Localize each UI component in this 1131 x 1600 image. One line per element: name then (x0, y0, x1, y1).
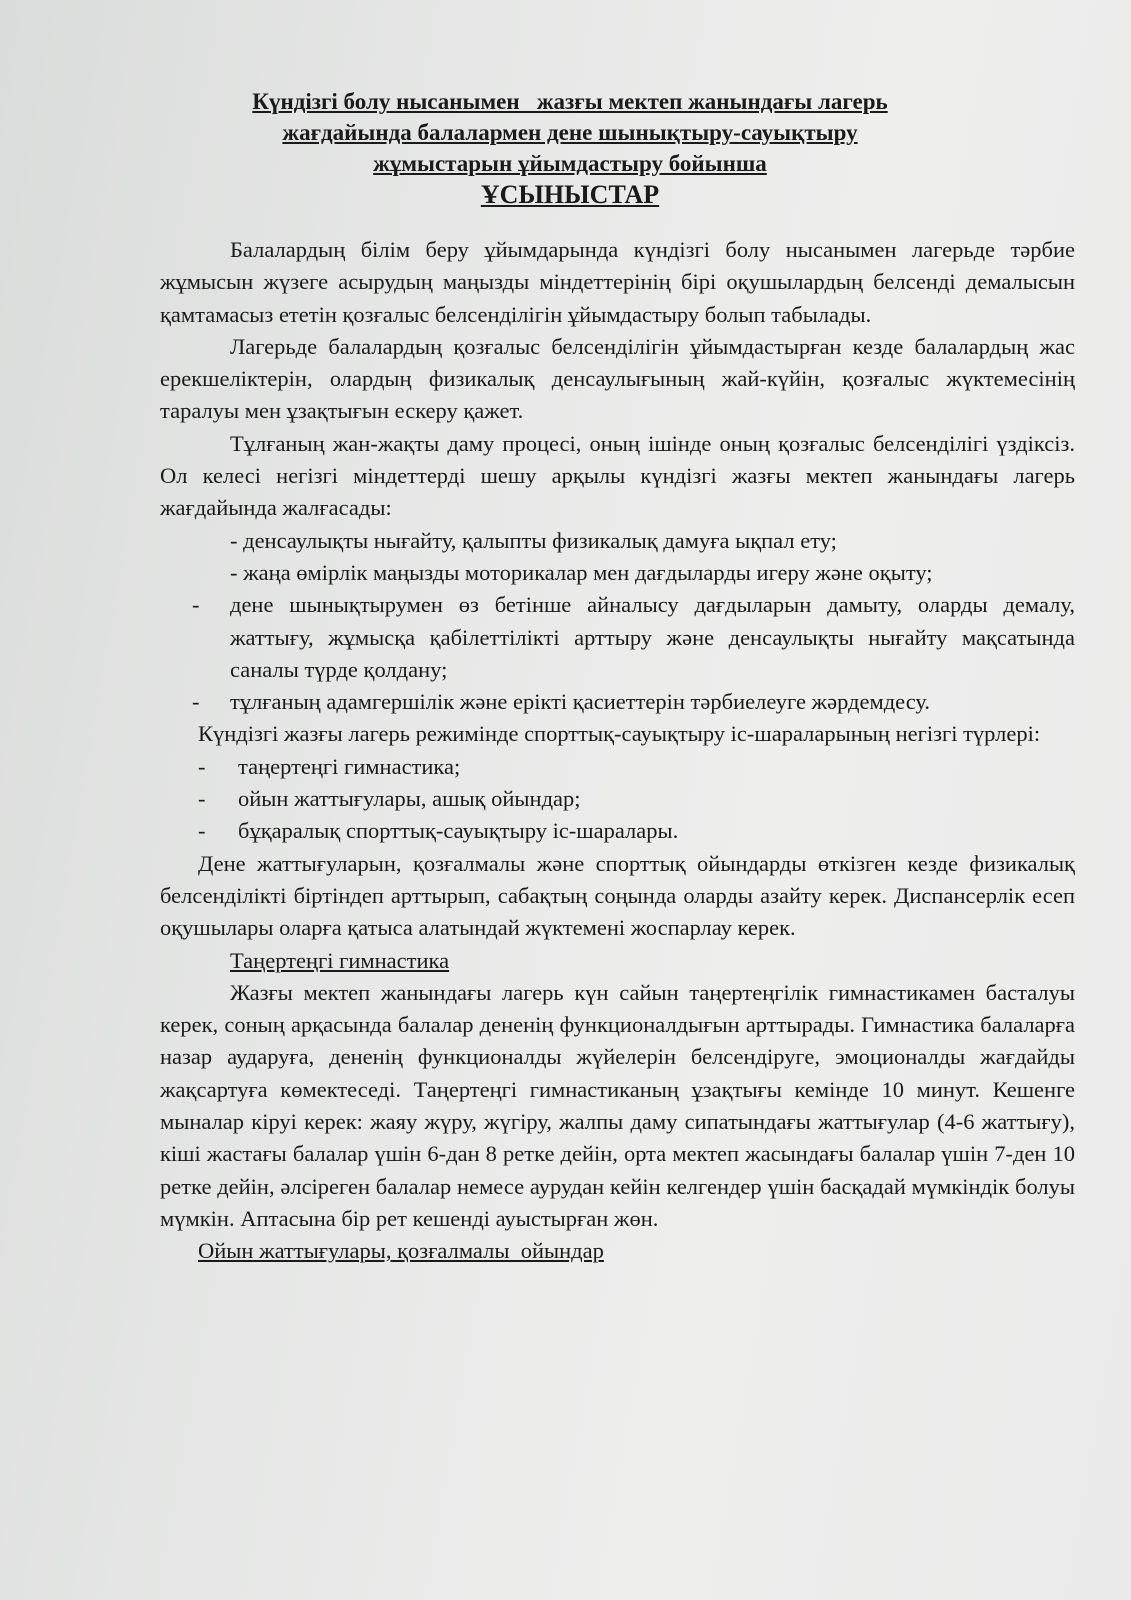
list-dash: - (192, 689, 200, 715)
list-item-text: тұлғаның адамгершілік және ерікті қасиеттерін тәрбиелеуге жәрдемдесу. (230, 689, 931, 715)
list-item-text: таңертеңгі гимнастика; (238, 753, 461, 779)
paragraph-14: Жазғы мектеп жанындағы лагерь күн сайын таңертеңгілік гимнастикамен басталуы керек, соның арқасында балалар дененің функционалдығын арттырады. Гимнастика балаларға назар аударуға, дененің функционалды жүйелерін белсендіруге, эмоционалды жағдайды жақсартуға көмектеседі. Таңертеңгі гимнастиканың ұзақтығы кемінде 10 минут. Кешенге мыналар кіруі керек: жаяу жүру, жүгіру, жалпы даму сипатындағы жаттығулар (4-6 жаттығу), кіші жастағы балалар үшін 6-дан 8 ретке дейін, орта мектеп жасындағы балалар үшін 7-ден 10 ретке дейін, әлсіреген балалар немесе аурудан кейін келгендер үшін басқадай мүмкіндік болуы мүмкін. Аптасына бір рет кешенді ауыстырған жөн. (160, 979, 1075, 1231)
list-dash: - (198, 818, 206, 844)
list-dash: - (198, 786, 206, 812)
list-dash: - (198, 753, 206, 779)
document-title (160, 86, 980, 210)
subheading-morning-gymnastics (160, 945, 1075, 977)
list-dash: - (192, 592, 200, 618)
list-item (160, 686, 1075, 718)
paragraph-3: Тұлғаның жан-жақты даму процесі, оның ішінде оның қозғалыс белсенділігі үздіксіз. Ол келесі негізгі міндеттерді шешу арқылы күндізгі жазғы мектеп жанындағы лагерь жағдайында жалғасады: (160, 430, 1075, 521)
paragraph-1: Балалардың білім беру ұйымдарында күндізгі болу нысанымен лагерьде тәрбие жұмысын жүзеге асырудың маңызды міндеттерінің бірі оқушылардың белсенді демалысын қамтамасыз ететін қозғалыс белсенділігін ұйымдастыру болып табылады. (160, 237, 1075, 327)
list-item (160, 589, 1075, 686)
title-line-1: Күндізгі болу нысанымен жазғы мектеп жанындағы лагерь (252, 89, 888, 114)
title-line-2: жағдайында балалармен дене шынықтыру-сауықтыру (282, 120, 858, 145)
paragraph-2: Лагерьде балалардың қозғалыс белсенділігін ұйымдастырған кезде балалардың жас ерекшеліктерін, олардың физикалық денсаулығының жай-күйін, қозғалыс жүктемесінің таралуы мен ұзақтығын ескеру қажет. (160, 333, 1075, 424)
list-item-text: ойын жаттығулары, ашық ойындар; (238, 786, 581, 812)
document-body (160, 234, 1075, 1268)
list-item (198, 815, 1075, 847)
list-item-text: дене шынықтырумен өз бетінше айналысу дағдыларын дамыту, оларды демалу, жаттығу, жұмысқа қабілеттілікті арттыру және денсаулықты нығайту мақсатында саналы түрде қолдану; (230, 592, 1075, 682)
paragraph-4: - денсаулықты нығайту, қалыпты физикалық дамуға ықпал ету; (230, 527, 837, 553)
paragraph-8: Күндізгі жазғы лагерь режимінде спорттық-сауықтыру іс-шараларының негізгі түрлері: (198, 721, 1041, 747)
subheading-games (160, 1235, 1075, 1267)
title-line-4: ҰСЫНЫСТАР (480, 180, 660, 209)
subheading-text: Ойын жаттығулары, қозғалмалы ойындар (198, 1238, 604, 1264)
list-item (198, 751, 1075, 783)
list-item (198, 783, 1075, 815)
list-item-text: бұқаралық спорттық-сауықтыру іс-шаралары. (238, 818, 679, 844)
paragraph-5: - жаңа өмірлік маңызды моторикалар мен дағдыларды игеру және оқыту; (230, 559, 933, 585)
title-line-3: жұмыстарын ұйымдастыру бойынша (373, 151, 767, 176)
subheading-text: Таңертеңгі гимнастика (230, 947, 450, 973)
paragraph-12: Дене жаттығуларын, қозғалмалы және спорттық ойындарды өткізген кезде физикалық белсенділікті біртіндеп арттырып, сабақтың соңында оларды азайту керек. Диспансерлік есеп оқушылары оларға қатыса алатындай жүктемені жоспарлау керек. (160, 850, 1075, 941)
